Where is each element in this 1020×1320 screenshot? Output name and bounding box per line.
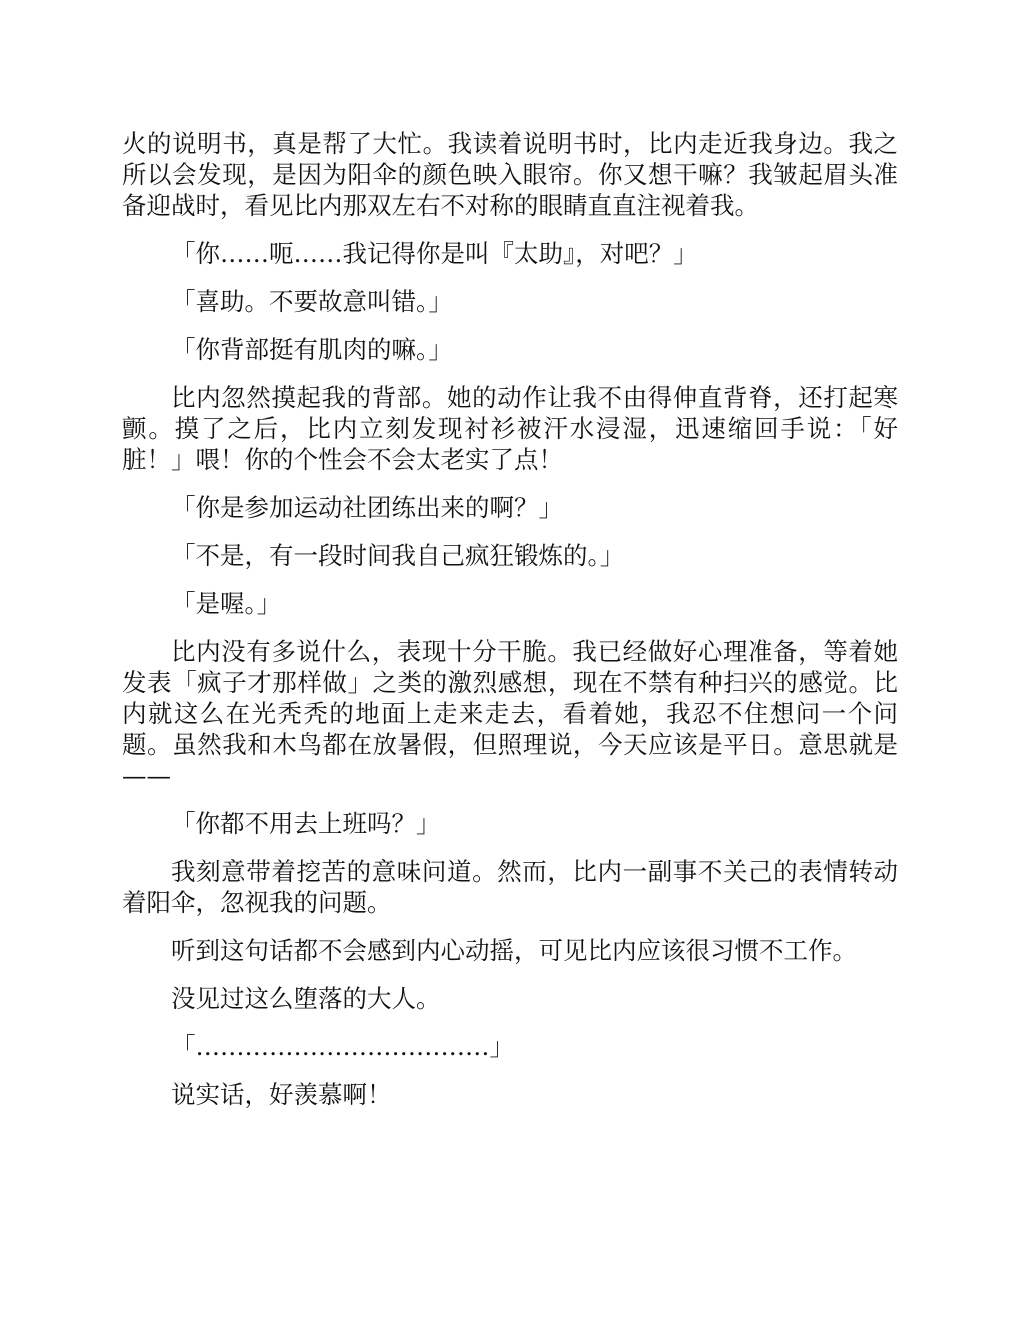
paragraph: 「你……呃……我记得你是叫『太助』，对吧？」	[171, 239, 698, 268]
document-page	[122, 128, 898, 1110]
paragraph: 「你都不用去上班吗？」	[171, 809, 441, 838]
paragraph: 听到这句话都不会感到内心动摇，可见比内应该很习惯不工作。	[171, 936, 857, 965]
paragraph: 说实话，好羡慕啊！	[171, 1080, 392, 1109]
paragraph: 「是喔。」	[171, 589, 282, 618]
paragraph: 「你背部挺有肌肉的嘛。」	[171, 335, 453, 364]
paragraph: 我刻意带着挖苦的意味问道。然而，比内一副事不关己的表情转动着阳伞，忽视我的问题。	[122, 857, 898, 917]
paragraph: 「喜助。不要故意叫错。」	[171, 287, 453, 316]
paragraph: 比内没有多说什么，表现十分干脆。我已经做好心理准备，等着她发表「疯子才那样做」之类的激烈感想，现在不禁有种扫兴的感觉。比内就这么在光秃秃的地面上走来走去，看着她，我忍不住想问一个问题。虽然我和木鸟都在放暑假，但照理说，今天应该是平日。意思就是——	[122, 637, 898, 790]
paragraph: 「………………………………」	[171, 1032, 514, 1061]
paragraph: 火的说明书，真是帮了大忙。我读着说明书时，比内走近我身边。我之所以会发现，是因为阳伞的颜色映入眼帘。你又想干嘛？我皱起眉头准备迎战时，看见比内那双左右不对称的眼睛直直注视着我。	[122, 129, 898, 220]
paragraph: 比内忽然摸起我的背部。她的动作让我不由得伸直背脊，还打起寒颤。摸了之后，比内立刻发现衬衫被汗水浸湿，迅速缩回手说：「好脏！」喂！你的个性会不会太老实了点！	[122, 383, 898, 474]
paragraph: 没见过这么堕落的大人。	[171, 984, 441, 1013]
paragraph: 「你是参加运动社团练出来的啊？」	[171, 493, 563, 522]
paragraph: 「不是，有一段时间我自己疯狂锻炼的。」	[171, 541, 625, 570]
